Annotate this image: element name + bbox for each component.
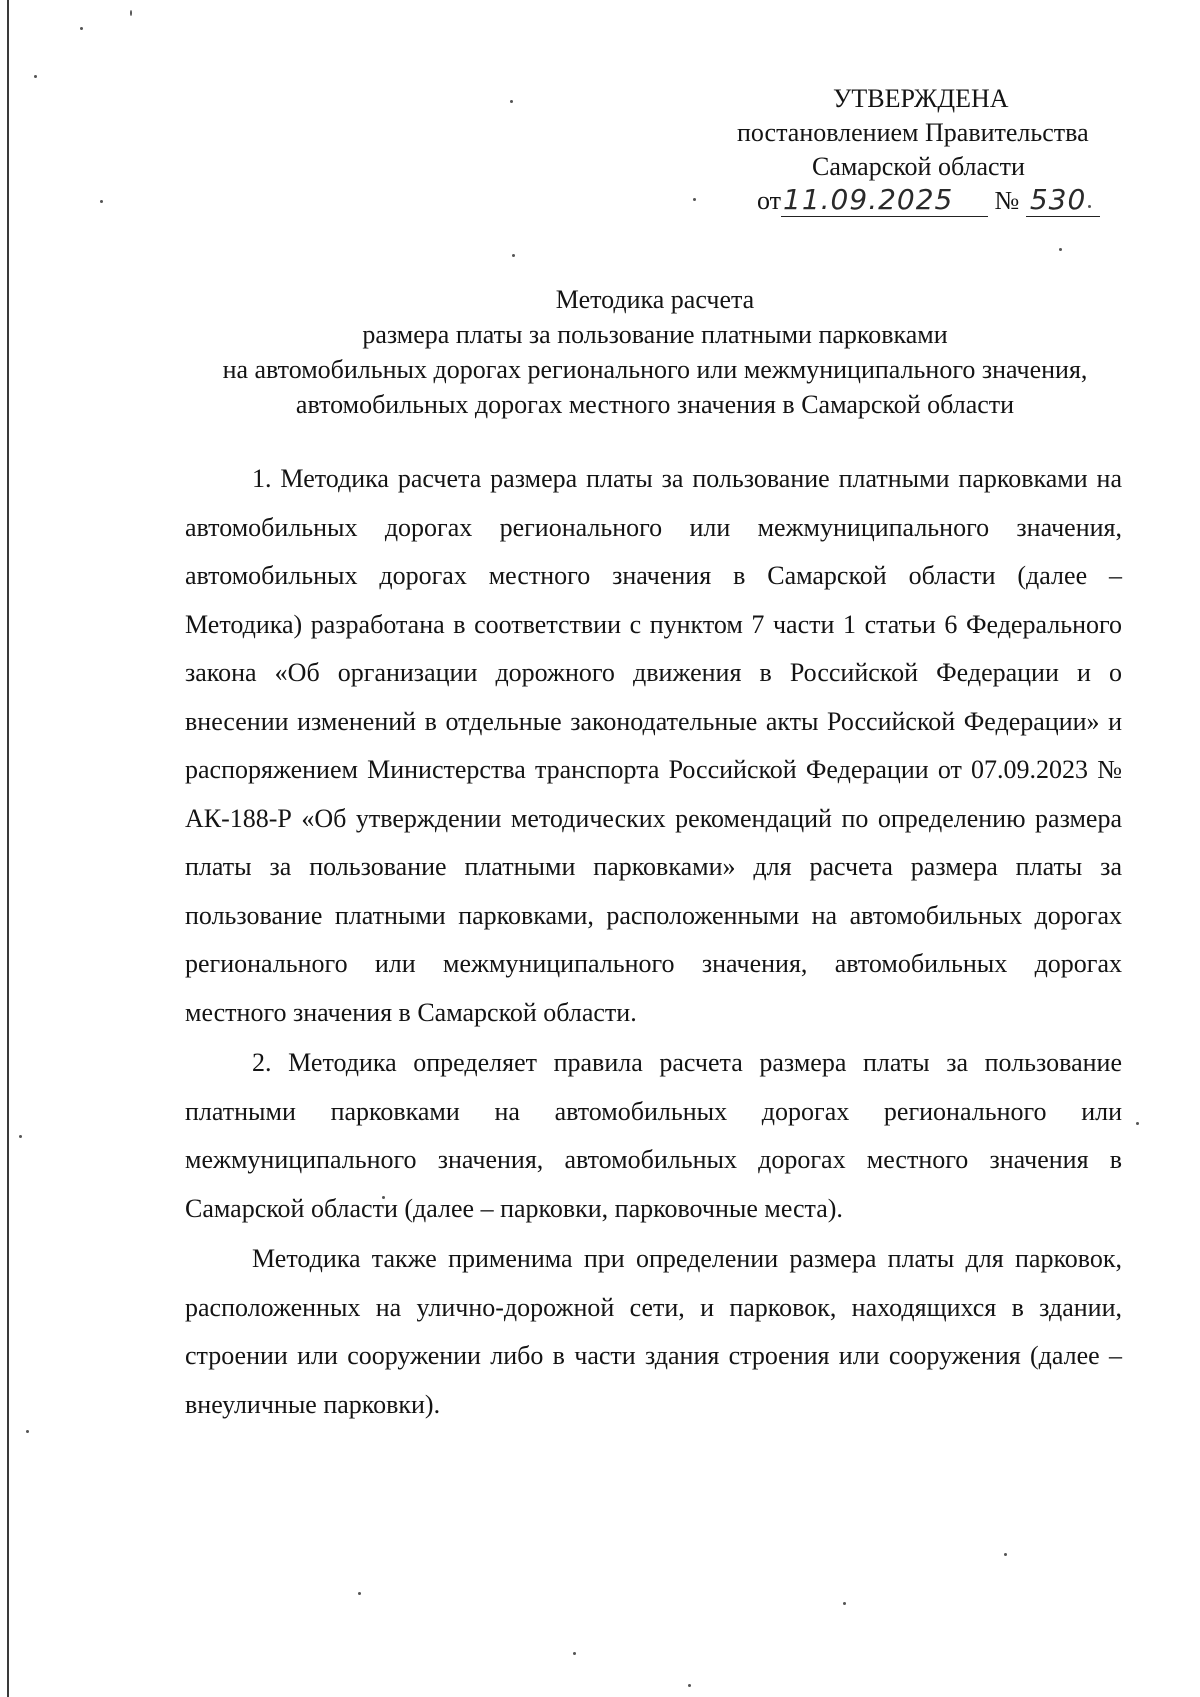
scan-speck (843, 1602, 846, 1605)
paragraph-2: 2. Методика определяет правила расчета размера платы за пользование платными парковками на автомобильных дорогах регионального или межмуниципального значения, автомобильных дорогах местного значения в Самарской области (далее – парковки, парковочные места). (185, 1048, 1122, 1223)
approval-stamp: УТВЕРЖДЕНА (833, 84, 1009, 113)
handwritten-number (1026, 185, 1100, 217)
scan-speck (34, 75, 37, 78)
title-line: автомобильных дорогах местного значения в Самарской области (295, 390, 1015, 419)
paragraph-1: 1. Методика расчета размера платы за пользование платными парковками на автомобильных дорогах регионального или межмуниципального значения, автомобильных дорогах местного значения в Самарской области (далее – Методика) разработана в соответствии с пунктом 7 части 1 статьи 6 Федерального закона «Об организации дорожного движения в Российской Федерации и о внесении изменений в отдельные законодательные акты Российской Федерации» и распоряжением Министерства транспорта Российской Федерации от 07.09.2023 № АК-188-Р «Об утверждении методических рекомендаций по определению размера платы за пользование платными парковками» для расчета размера платы за пользование платными парковками, расположенными на автомобильных дорогах регионального или межмуниципального значения, автомобильных дорогах местного значения в Самарской области. (185, 464, 1122, 1027)
title-line: Методика расчета (555, 285, 755, 314)
scan-speck (573, 1652, 576, 1655)
handwritten-date (781, 185, 988, 217)
scan-edge-line (7, 0, 9, 1697)
document-body (185, 455, 1122, 1429)
scan-speck (693, 198, 696, 201)
scan-speck (512, 254, 515, 257)
scan-speck (510, 100, 513, 103)
scan-speck (100, 200, 103, 203)
title-line: размера платы за пользование платными парковками (362, 320, 948, 349)
scan-speck (19, 1135, 22, 1138)
number-prefix: № (994, 186, 1020, 215)
scan-speck (80, 27, 83, 30)
handwritten-date-text: 11.09.2025 (783, 183, 954, 216)
approval-line-government: постановлением Правительства (737, 118, 1089, 147)
paragraph-3: Методика также применима при определении размера платы для парковок, расположенных на улично-дорожной сети, и парковок, находящихся в здании, строении или сооружении либо в части здания строения или сооружения (далее – внеуличные парковки). (185, 1244, 1122, 1419)
approval-date-line (700, 184, 1140, 218)
scan-speck (1059, 248, 1062, 251)
approval-block (700, 82, 1140, 218)
scan-speck (1004, 1553, 1007, 1556)
handwritten-number-text: 530 (1029, 183, 1087, 216)
scan-speck (358, 1592, 361, 1595)
title-line: на автомобильных дорогах регионального или межмуниципального значения, (222, 355, 1088, 384)
scan-speck (688, 1684, 691, 1687)
date-prefix: от (757, 186, 782, 215)
scan-speck (1136, 1122, 1139, 1125)
approval-line-region: Самарской области (812, 152, 1025, 181)
document-title (150, 282, 1160, 422)
scan-speck (130, 10, 132, 16)
scan-speck (26, 1430, 29, 1433)
